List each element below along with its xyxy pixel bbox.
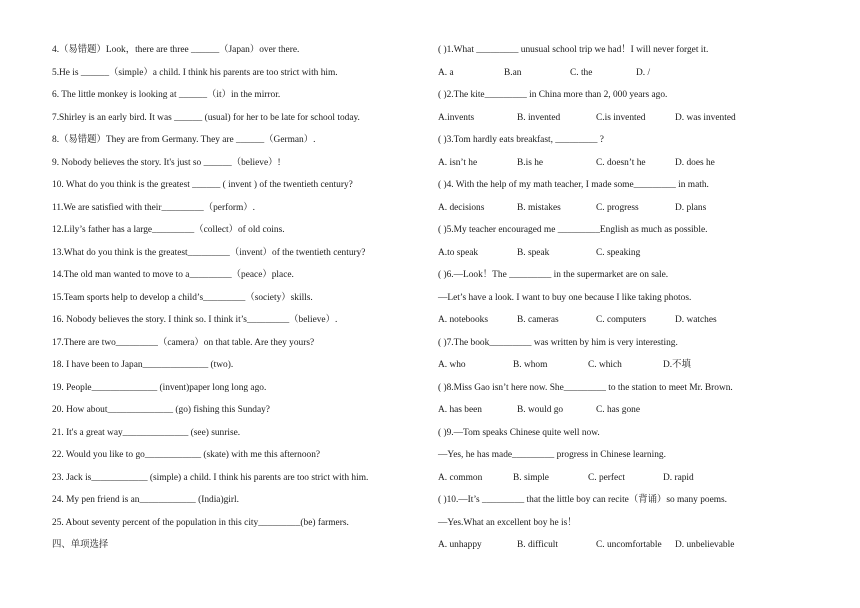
option-d: D. plans xyxy=(675,202,707,213)
option-b: B. whom xyxy=(513,360,548,370)
choice-question: ( )4. With the help of my math teacher, I made some_________ in math. xyxy=(438,180,709,190)
option-d xyxy=(675,247,765,270)
option-b: B. mistakes xyxy=(517,202,561,213)
choice-question: ( )6.—Look！The _________ in the supermarket are on sale. xyxy=(438,270,669,280)
fill-blank-question: 9. Nobody believes the story. It's just so ______（believe）! xyxy=(52,157,281,168)
fill-blank-question: 18. I have been to Japan______________ (two). xyxy=(52,360,234,370)
choice-question: ( )5.My teacher encouraged me _________English as much as possible. xyxy=(438,225,708,235)
fill-blank-question: 24. My pen friend is an____________ (India)girl. xyxy=(52,495,239,505)
option-b: B. invented xyxy=(517,112,561,123)
choice-question: ( )8.Miss Gao isn’t here now. She_________ to the station to meet Mr. Brown. xyxy=(438,382,733,393)
answer-options xyxy=(438,67,818,90)
option-a: A.to speak xyxy=(438,247,479,258)
fill-in-blanks-column xyxy=(52,44,412,562)
fill-blank-question: 13.What do you think is the greatest_________（invent）of the twentieth century? xyxy=(52,247,366,258)
multiple-choice-column xyxy=(438,44,818,562)
option-a: A. decisions xyxy=(438,202,485,213)
option-c: C. which xyxy=(588,360,622,370)
option-a: A. unhappy xyxy=(438,540,482,550)
option-c: C. progress xyxy=(596,202,639,213)
fill-blank-question: 4.（易错题）Look，there are three ______（Japan）over there. xyxy=(52,45,300,55)
fill-blank-question: 15.Team sports help to develop a child’s_________（society）skills. xyxy=(52,292,313,303)
option-d: D.不填 xyxy=(663,360,691,370)
option-b: B. simple xyxy=(513,472,549,483)
fill-blank-question: 14.The old man wanted to move to a_________（peace）place. xyxy=(52,270,294,280)
fill-blank-question: 23. Jack is____________ (simple) a child. I think his parents are too strict with him. xyxy=(52,472,369,483)
option-c: C. uncomfortable xyxy=(596,540,662,550)
option-b: B. would go xyxy=(517,405,564,415)
fill-blank-question: 25. About seventy percent of the population in this city_________(be) farmers. xyxy=(52,517,349,528)
option-d: D. unbelievable xyxy=(675,540,735,550)
option-a: A. a xyxy=(438,67,454,78)
fill-blank-question: 22. Would you like to go____________ (skate) with me this afternoon? xyxy=(52,450,321,460)
option-d: D. rapid xyxy=(663,472,694,483)
fill-blank-question: 16. Nobody believes the story. I think so. I think it’s_________（believe）. xyxy=(52,315,338,325)
answer-options xyxy=(438,202,818,225)
option-a: A. common xyxy=(438,472,483,483)
fill-blank-question: 10. What do you think is the greatest ______ ( invent ) of the twentieth century? xyxy=(52,180,353,190)
option-a: A. notebooks xyxy=(438,315,488,325)
option-d: D. does he xyxy=(675,157,715,168)
answer-options xyxy=(438,314,818,337)
option-c: C. doesn’t he xyxy=(596,157,646,168)
answer-options xyxy=(438,157,818,180)
option-c: C. computers xyxy=(596,315,646,325)
option-d: D. watches xyxy=(675,315,717,325)
fill-blank-question: 6. The little monkey is looking at ______（it）in the mirror. xyxy=(52,90,281,100)
option-d: D. / xyxy=(636,67,651,78)
fill-blank-question: 19. People______________ (invent)paper long long ago. xyxy=(52,382,267,393)
fill-blank-question: 5.He is ______（simple）a child. I think his parents are too strict with him. xyxy=(52,67,338,78)
choice-question: ( )2.The kite_________ in China more than 2, 000 years ago. xyxy=(438,90,668,100)
option-a: A. who xyxy=(438,360,466,370)
fill-blank-question: 21. It's a great way______________ (see) sunrise. xyxy=(52,427,241,438)
choice-question: ( )1.What _________ unusual school trip we had！I will never forget it. xyxy=(438,45,709,55)
option-d: D. was invented xyxy=(675,112,736,123)
choice-question: ( )3.Tom hardly eats breakfast, _________ ? xyxy=(438,135,604,145)
option-c: C.is invented xyxy=(596,112,646,123)
option-d xyxy=(675,404,765,427)
option-b: B. difficult xyxy=(517,540,558,550)
choice-question: —Yes, he has made_________ progress in Chinese learning. xyxy=(438,450,666,460)
option-b: B. speak xyxy=(517,247,550,258)
choice-question: ( )10.—It’s _________ that the little boy can recite（背诵）so many poems. xyxy=(438,495,728,505)
option-b: B. cameras xyxy=(517,315,559,325)
option-b: B.is he xyxy=(517,157,544,168)
answer-options xyxy=(438,359,818,382)
answer-options xyxy=(438,112,818,135)
option-c: C. speaking xyxy=(596,247,641,258)
answer-options xyxy=(438,404,818,427)
option-b: B.an xyxy=(504,67,522,78)
option-a: A.invents xyxy=(438,112,475,123)
option-c: C. perfect xyxy=(588,472,625,483)
option-a: A. has been xyxy=(438,405,482,415)
option-a: A. isn’t he xyxy=(438,157,478,168)
section-heading: 四、单项选择 xyxy=(52,540,109,550)
choice-question: ( )7.The book_________ was written by him is very interesting. xyxy=(438,337,678,348)
fill-blank-question: 7.Shirley is an early bird. It was ______ (usual) for her to be late for school today. xyxy=(52,112,360,123)
fill-blank-question: 11.We are satisfied with their_________（perform）. xyxy=(52,202,256,213)
answer-options xyxy=(438,539,818,562)
choice-question: —Let’s have a look. I want to buy one because I like taking photos. xyxy=(438,292,692,303)
choice-question: ( )9.—Tom speaks Chinese quite well now. xyxy=(438,427,600,438)
option-c: C. has gone xyxy=(596,405,641,415)
choice-question: —Yes.What an excellent boy he is！ xyxy=(438,517,577,528)
fill-blank-question: 17.There are two_________（camera）on that table. Are they yours? xyxy=(52,337,315,348)
fill-blank-question: 8.（易错题）They are from Germany. They are ______（German）. xyxy=(52,135,316,145)
answer-options xyxy=(438,247,818,270)
fill-blank-question: 20. How about______________ (go) fishing this Sunday? xyxy=(52,405,270,415)
fill-blank-question: 12.Lily’s father has a large_________（collect）of old coins. xyxy=(52,225,285,235)
answer-options xyxy=(438,472,818,495)
option-c: C. the xyxy=(570,67,593,78)
